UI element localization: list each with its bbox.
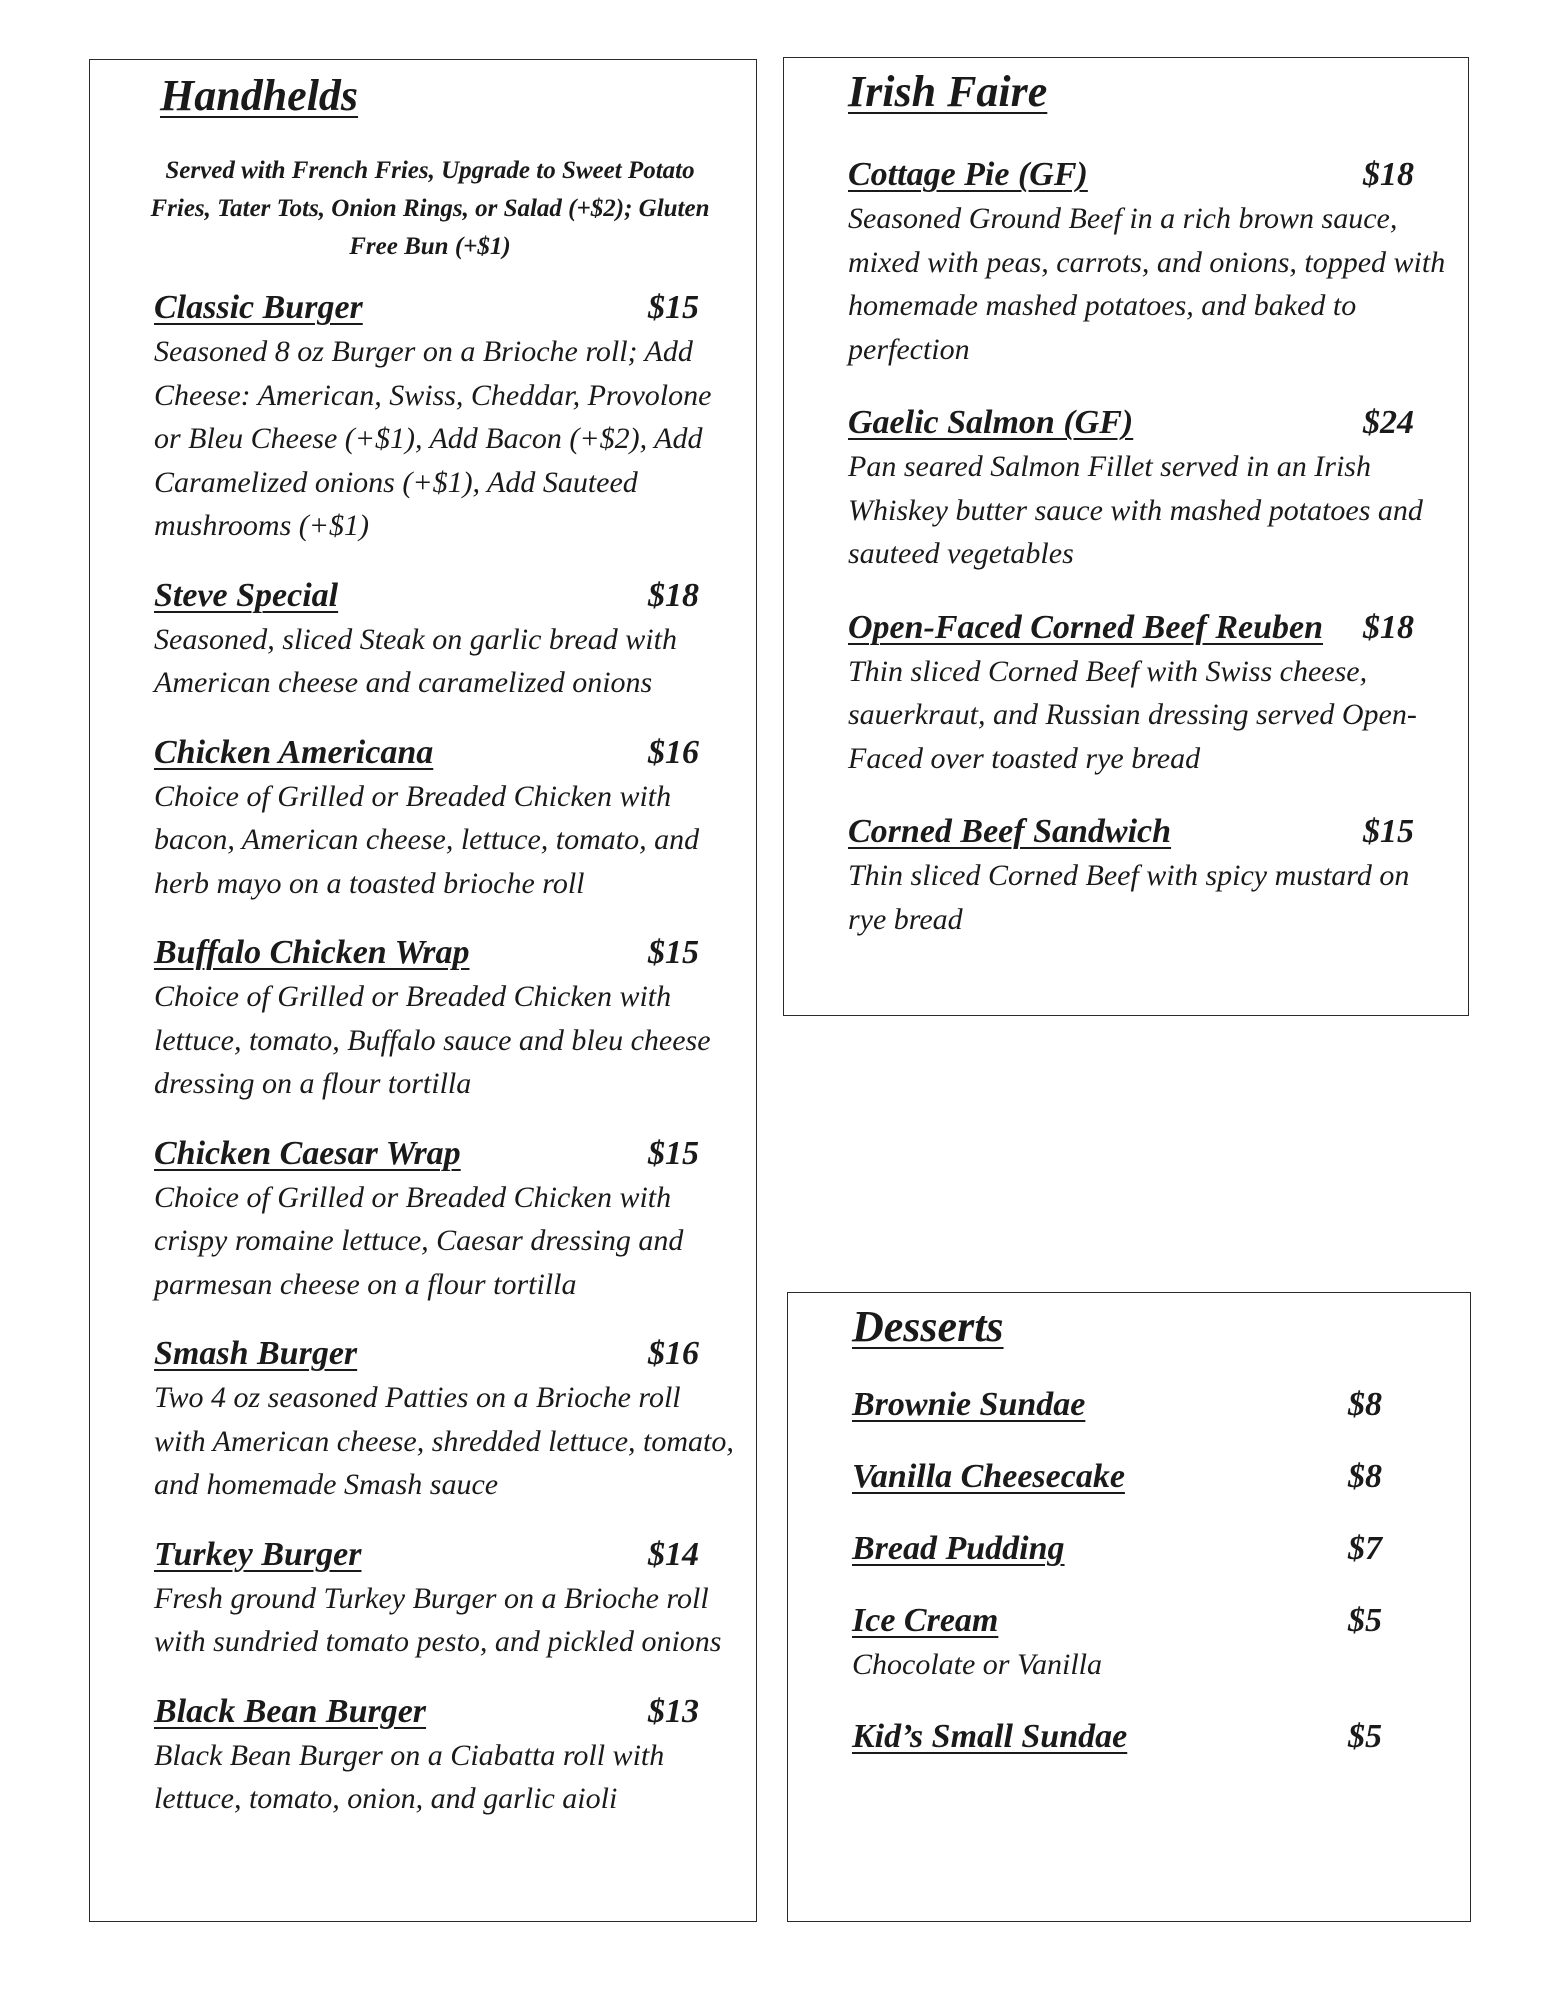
item-description: Black Bean Burger on a Ciabatta roll with lettuce, tomato, onion, and garlic aioli (154, 1738, 665, 1815)
handhelds-panel (89, 59, 757, 1922)
menu-item (154, 574, 734, 705)
menu-item (154, 286, 734, 548)
item-price: $18 (648, 576, 699, 614)
item-price: $24 (1363, 404, 1414, 441)
item-price: $15 (648, 1134, 699, 1172)
item-name: Steve Special (154, 576, 339, 614)
item-price: $15 (1363, 813, 1414, 850)
menu-item (848, 401, 1453, 576)
item-name: Ice Cream (852, 1602, 999, 1639)
irish-faire-panel (783, 57, 1469, 1016)
menu-item (154, 931, 734, 1106)
item-price: $15 (648, 289, 699, 326)
menu-item (852, 1715, 1442, 1759)
desserts-items (852, 1383, 1442, 1787)
menu-item (852, 1455, 1442, 1499)
item-name: Chicken Caesar Wrap (154, 1134, 461, 1172)
item-description: Thin sliced Corned Beef with Swiss cheese, sauerkraut, and Russian dressing served Open-Faced over toasted rye bread (848, 654, 1417, 775)
item-price: $13 (648, 1692, 699, 1730)
menu-item (848, 153, 1453, 371)
item-name: Corned Beef Sandwich (848, 813, 1172, 850)
item-name: Chicken Americana (154, 733, 434, 771)
item-price: $16 (648, 1335, 699, 1372)
menu-item (848, 606, 1453, 781)
item-price: $14 (648, 1535, 699, 1573)
menu-item (154, 1533, 734, 1664)
item-description: Fresh ground Turkey Burger on a Brioche roll with sundried tomato pesto, and pickled onions (154, 1581, 722, 1658)
item-price: $18 (1363, 156, 1414, 193)
item-name: Smash Burger (154, 1335, 358, 1372)
item-price: $8 (1348, 1386, 1382, 1423)
item-description: Seasoned, sliced Steak on garlic bread with American cheese and caramelized onions (154, 622, 677, 699)
menu-item (154, 731, 734, 906)
item-price: $5 (1348, 1717, 1382, 1755)
item-name: Cottage Pie (GF) (848, 156, 1088, 193)
item-description: Seasoned 8 oz Burger on a Brioche roll; Add Cheese: American, Swiss, Cheddar, Provolone or Bleu Cheese (+$1), Add Bacon (+$2), Add Caramelized onions (+$1), Add Sauteed mushrooms (+$1) (154, 335, 712, 542)
item-price: $7 (1348, 1530, 1382, 1567)
menu-item (154, 1132, 734, 1307)
item-price: $8 (1348, 1458, 1382, 1495)
menu-item (154, 1690, 734, 1821)
desserts-title: Desserts (852, 1302, 1004, 1351)
item-name: Brownie Sundae (852, 1386, 1086, 1423)
menu-item (852, 1527, 1442, 1571)
menu-item (154, 1332, 734, 1507)
item-description: Two 4 oz seasoned Patties on a Brioche roll with American cheese, shredded lettuce, tomato, and homemade Smash sauce (154, 1381, 734, 1501)
item-description: Chocolate or Vanilla (852, 1648, 1102, 1681)
desserts-panel (787, 1292, 1471, 1922)
item-price: $5 (1348, 1602, 1382, 1639)
item-name: Bread Pudding (852, 1530, 1065, 1567)
item-description: Choice of Grilled or Breaded Chicken with lettuce, tomato, Buffalo sauce and bleu cheese dressing on a flour tortilla (154, 980, 711, 1100)
item-description: Pan seared Salmon Fillet served in an Irish Whiskey butter sauce with mashed potatoes and sauteed vegetables (848, 450, 1423, 570)
handhelds-items (154, 286, 734, 1847)
item-price: $15 (648, 934, 699, 971)
item-name: Buffalo Chicken Wrap (154, 934, 470, 971)
menu-item (852, 1383, 1442, 1427)
item-name: Turkey Burger (154, 1535, 362, 1573)
handhelds-title: Handhelds (160, 71, 359, 120)
item-name: Gaelic Salmon (GF) (848, 404, 1134, 441)
item-name: Open-Faced Corned Beef Reuben (848, 608, 1324, 646)
item-description: Choice of Grilled or Breaded Chicken with crispy romaine lettuce, Caesar dressing and parmesan cheese on a flour tortilla (154, 1180, 684, 1301)
item-name: Kid’s Small Sundae (852, 1717, 1128, 1755)
menu-item (852, 1599, 1442, 1687)
item-name: Classic Burger (154, 289, 363, 326)
item-description: Seasoned Ground Beef in a rich brown sauce, mixed with peas, carrots, and onions, topped with homemade mashed potatoes, and baked to perfection (848, 202, 1446, 366)
item-description: Thin sliced Corned Beef with spicy mustard on rye bread (848, 859, 1410, 936)
item-description: Choice of Grilled or Breaded Chicken with bacon, American cheese, lettuce, tomato, and herb mayo on a toasted brioche roll (154, 779, 700, 900)
item-name: Vanilla Cheesecake (852, 1458, 1125, 1495)
item-price: $16 (648, 733, 699, 771)
item-price: $18 (1363, 608, 1414, 646)
handhelds-note: Served with French Fries, Upgrade to Sweet Potato Fries, Tater Tots, Onion Rings, or Salad (+$2); Gluten Free Bun (+$1) (150, 157, 710, 260)
irish-faire-title: Irish Faire (848, 67, 1048, 116)
irish-faire-items (848, 153, 1453, 971)
item-name: Black Bean Burger (154, 1692, 427, 1730)
menu-item (848, 810, 1453, 941)
